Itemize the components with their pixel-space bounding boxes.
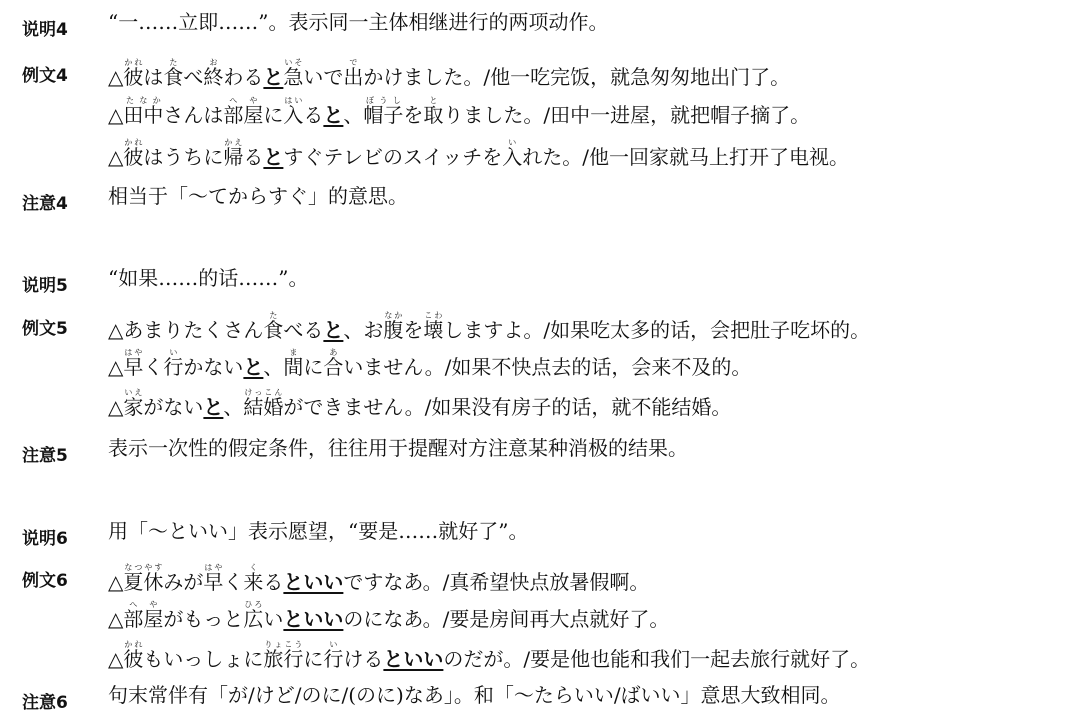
grammar-point: といい [383,647,444,671]
grammar-point: といい [283,607,344,631]
example-sentence-4-3: △彼かれはうちに帰かえるとすぐテレビのスイッチを入いれた。/他一回家就马上打开了电视。 [108,138,849,169]
note-label-5: 注意5 [22,446,68,466]
explain-text-5: “如果……的话……”。 [108,266,309,290]
example-sentence-5-1: △あまりたくさん食たべると、お腹なかを壊こわしますよ。/如果吃太多的话，会把肚子吃坏的。 [108,311,871,342]
grammar-point: と [263,145,284,169]
example-sentence-5-3: △家いえがないと、結婚けっこんができません。/如果没有房子的话，就不能结婚。 [108,388,732,419]
example-sentence-6-3: △彼かれもいっしょに旅行りょこうに行いけるといいのだが。/要是他也能和我们一起去旅行就好了。 [108,640,871,671]
grammar-point: と [323,103,344,127]
example-sentence-6-2: △部屋へやがもっと広ひろいといいのになあ。/要是房间再大点就好了。 [108,600,670,631]
note-text-4: 相当于「～てからすぐ」的意思。 [108,184,408,208]
example-label-5: 例文5 [22,319,68,339]
example-label-6: 例文6 [22,571,68,591]
grammar-point: といい [283,570,344,594]
note-label-6: 注意6 [22,693,68,713]
explain-label-4: 说明4 [22,20,68,40]
explain-label-6: 说明6 [22,529,68,549]
note-text-5: 表示一次性的假定条件，往往用于提醒对方注意某种消极的结果。 [108,436,688,460]
note-text-6: 句末常伴有「が/けど/のに/(のに)なあ」。和「～たらいい/ばいい」意思大致相同。 [108,683,841,707]
grammar-point: と [203,395,224,419]
explain-text-6: 用「～といい」表示愿望，“要是……就好了”。 [108,519,529,543]
explain-label-5: 说明5 [22,276,68,296]
example-sentence-4-1: △彼かれは食たべ終おわると急いそいで出でかけました。/他一吃完饭，就急匆匆地出门了。 [108,58,791,89]
explain-text-4: “一……立即……”。表示同一主体相继进行的两项动作。 [108,10,609,34]
example-sentence-6-1: △夏休なつやすみが早はやく来くるといいですなあ。/真希望快点放暑假啊。 [108,563,650,594]
grammar-point: と [243,355,264,379]
grammar-point: と [323,318,344,342]
example-sentence-5-2: △早はやく行いかないと、間まに合あいません。/如果不快点去的话，会来不及的。 [108,348,752,379]
example-label-4: 例文4 [22,66,68,86]
note-label-4: 注意4 [22,194,68,214]
example-sentence-4-2: △田中たなかさんは部屋へやに入はいると、帽子ぼうしを取とりました。/田中一进屋，就把帽子摘了。 [108,96,811,127]
grammar-point: と [263,65,284,89]
